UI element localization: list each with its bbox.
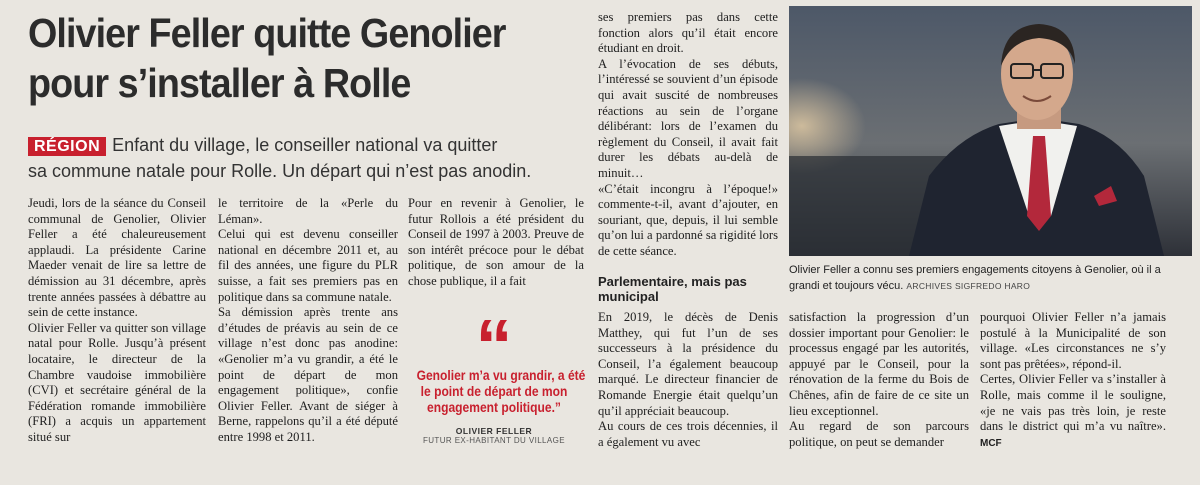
quote-mark-icon: “ [475, 304, 513, 387]
col2-paragraph-2: Celui qui est devenu conseiller national en décembre 2011 et, au fil des années, une figure du PLR suisse, a fait ses premiers pas en politique dans sa commune natale. [218, 227, 398, 304]
col5-paragraph-2: Au regard de son parcours politique, on peut se demander [789, 419, 969, 449]
column-4 [598, 10, 778, 260]
quote-author-role: FUTUR EX-HABITANT DU VILLAGE [422, 436, 566, 445]
pull-quote [408, 304, 586, 445]
col5-paragraph-1: satisfaction la progression d’un dossier important pour Genolier: le processus engagé par les autorités, appuyé par le Conseil, pour la rénovation de la ferme du Bois de Chênes, afin de faire de ce site un lieu exceptionnel. [789, 310, 969, 418]
col4b-paragraph-1: En 2019, le décès de Denis Matthey, qui fut l’un de ses successeurs à la présidence du Conseil, l’a également beaucoup marqué. Le directeur financier de Romande Energie était quelqu’un qu’il appréciait beaucoup. [598, 310, 778, 418]
col4-paragraph-1: ses premiers pas dans cette fonction alors qu’il était encore étudiant en droit. [598, 10, 778, 56]
col4-paragraph-3: «C’était incongru à l’époque!» commente-t-il, avant d’ajouter, en souriant, que, depuis, il lui semble qu’on lui a pardonné sa rigidité lors de cette séance. [598, 181, 778, 258]
col6-paragraph-2 [980, 372, 1166, 451]
column-4-continued [598, 310, 778, 450]
lead-paragraph [28, 133, 588, 183]
headline-line-1: Olivier Feller quitte Genolier [28, 10, 506, 56]
quote-line-1: Genolier m’a vu grandir, a été [416, 368, 586, 383]
col1-paragraph-1: Jeudi, lors de la séance du Conseil communal de Genolier, Olivier Feller a été chaleureusement applaudi. La présidente Carine Maeder venait de lire sa lettre de démission au 31 décembre, après trente années passées à débattre au sein de cette instance. [28, 196, 206, 320]
author-signature: MCF [980, 437, 1002, 449]
col2-paragraph-1: le territoire de la «Perle du Léman». [218, 196, 398, 226]
rubric-label: RÉGION [28, 137, 106, 156]
lead-line-1 [28, 133, 588, 159]
portrait-photo [789, 6, 1192, 256]
col3-paragraph-1: Pour en revenir à Genolier, le futur Rollois a été président du Conseil de 1997 à 2003. Preuve de son intérêt précoce pour le débat politique, de son amour de la chose publique, il a fait [408, 196, 584, 288]
lead-text-1: Enfant du village, le conseiller national va quitter [112, 135, 498, 155]
col2-paragraph-3: Sa démission après trente ans d’études de préavis au sein de ce village n’est donc pas anodine: «Genolier m’a vu grandir, a été le point de départ de mon engagement politique», confie Olivier Feller. Avant de siéger à Berne, rappelons qu’il a été député entre 1998 et 2011. [218, 305, 398, 444]
photo-caption [789, 262, 1192, 294]
column-3 [408, 196, 584, 290]
column-2 [218, 196, 398, 446]
portrait-image [789, 6, 1192, 256]
col6-paragraph-2-text: Certes, Olivier Feller va s’installer à Rolle, mais comme il le souligne, «je ne vais pas très loin, je reste dans le district qui m’a vu naître». [980, 372, 1166, 434]
column-1 [28, 196, 206, 446]
col4-paragraph-2: A l’évocation de ses débuts, l’intéressé se souvient d’un épisode qui avait suscité de nombreuses réactions au sein de l’organe délibérant: lors de l’examen du règlement du Conseil, il avait fait durer les débats au-delà de minuit… [598, 56, 778, 180]
column-5 [789, 310, 969, 450]
col6-paragraph-1: pourquoi Olivier Feller n’a jamais postulé à la Municipalité de son village. «Les circonstances ne s’y sont pas prêtées», répond-il. [980, 310, 1166, 371]
headline-line-2: pour s’installer à Rolle [28, 60, 411, 106]
col4b-paragraph-2: Au cours de ces trois décennies, il a également vu avec [598, 419, 778, 449]
caption-text: Olivier Feller a connu ses premiers engagements citoyens à Genolier, où il a grandi et toujours vécu. [789, 264, 1161, 292]
col1-paragraph-2: Olivier Feller va quitter son village natal pour Rolle. Jusqu’à présent locataire, le directeur de la Chambre vaudoise immobilière (CVI) et secrétaire général de la Fédération romande immobilière (FRI) a acquis un appartement situé sur [28, 320, 206, 444]
quote-line-2: le point de départ de mon [420, 384, 568, 399]
subhead-block [598, 274, 778, 304]
quote-author: OLIVIER FELLER [455, 426, 533, 436]
subhead: Parlementaire, mais pas municipal [598, 274, 747, 304]
column-6 [980, 310, 1166, 451]
quote-line-3: engagement politique.” [427, 400, 561, 415]
photo-credit: ARCHIVES SIGFREDO HARO [906, 281, 1031, 291]
lead-line-2: sa commune natale pour Rolle. Un départ qui n’est pas anodin. [28, 161, 532, 181]
headline [28, 8, 543, 108]
